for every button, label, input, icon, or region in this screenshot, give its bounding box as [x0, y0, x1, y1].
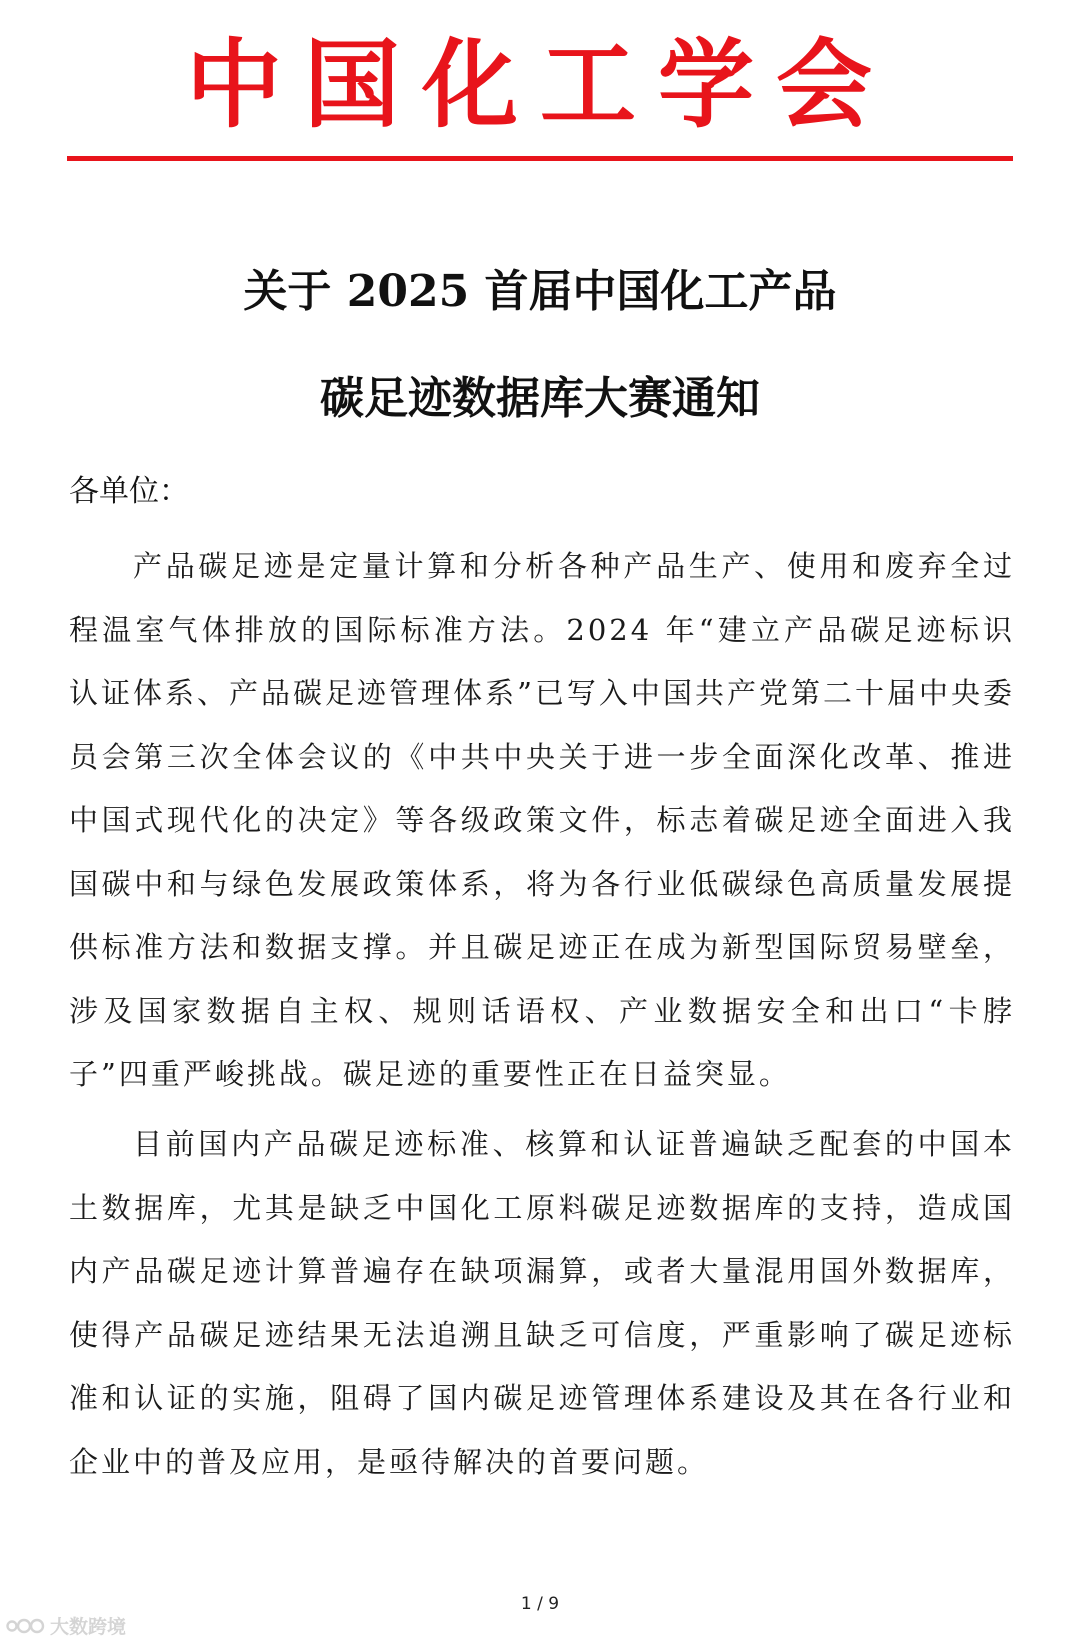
brand-logo-icon	[6, 1616, 46, 1636]
document-title-line-2: 碳足迹数据库大赛通知	[320, 373, 760, 424]
letterhead-org-name: 中国化工学会	[186, 29, 894, 141]
body-paragraph-1: 产品碳足迹是定量计算和分析各种产品生产、使用和废弃全过程温室气体排放的国际标准方法。2024 年“建立产品碳足迹标识认证体系、产品碳足迹管理体系”已写入中国共产党第二十届中央委员会第三次全体会议的《中共中央关于进一步全面深化改革、推进中国式现代化的决定》等各级政策文件，标志着碳足迹全面进入我国碳中和与绿色发展政策体系，将为各行业低碳绿色高质量发展提供标准方法和数据支撑。并且碳足迹正在成为新型国际贸易壁垒，涉及国家数据自主权、规则话语权、产业数据安全和出口“卡脖子”四重严峻挑战。碳足迹的重要性正在日益突显。	[69, 549, 1015, 1091]
document-title-line-1: 关于 2025 首届中国化工产品	[243, 266, 837, 317]
watermark	[6, 1612, 126, 1639]
body-paragraph-2: 目前国内产品碳足迹标准、核算和认证普遍缺乏配套的中国本土数据库，尤其是缺乏中国化工原料碳足迹数据库的支持，造成国内产品碳足迹计算普遍存在缺项漏算，或者大量混用国外数据库，使得产品碳足迹结果无法追溯且缺乏可信度，严重影响了碳足迹标准和认证的实施，阻碍了国内碳足迹管理体系建设及其在各行业和企业中的普及应用，是亟待解决的首要问题。	[69, 1127, 1015, 1479]
letterhead-divider	[67, 156, 1013, 161]
page-number: 1 / 9	[520, 1594, 560, 1614]
watermark-text: 大数跨境	[50, 1616, 127, 1638]
salutation: 各单位：	[69, 474, 189, 509]
